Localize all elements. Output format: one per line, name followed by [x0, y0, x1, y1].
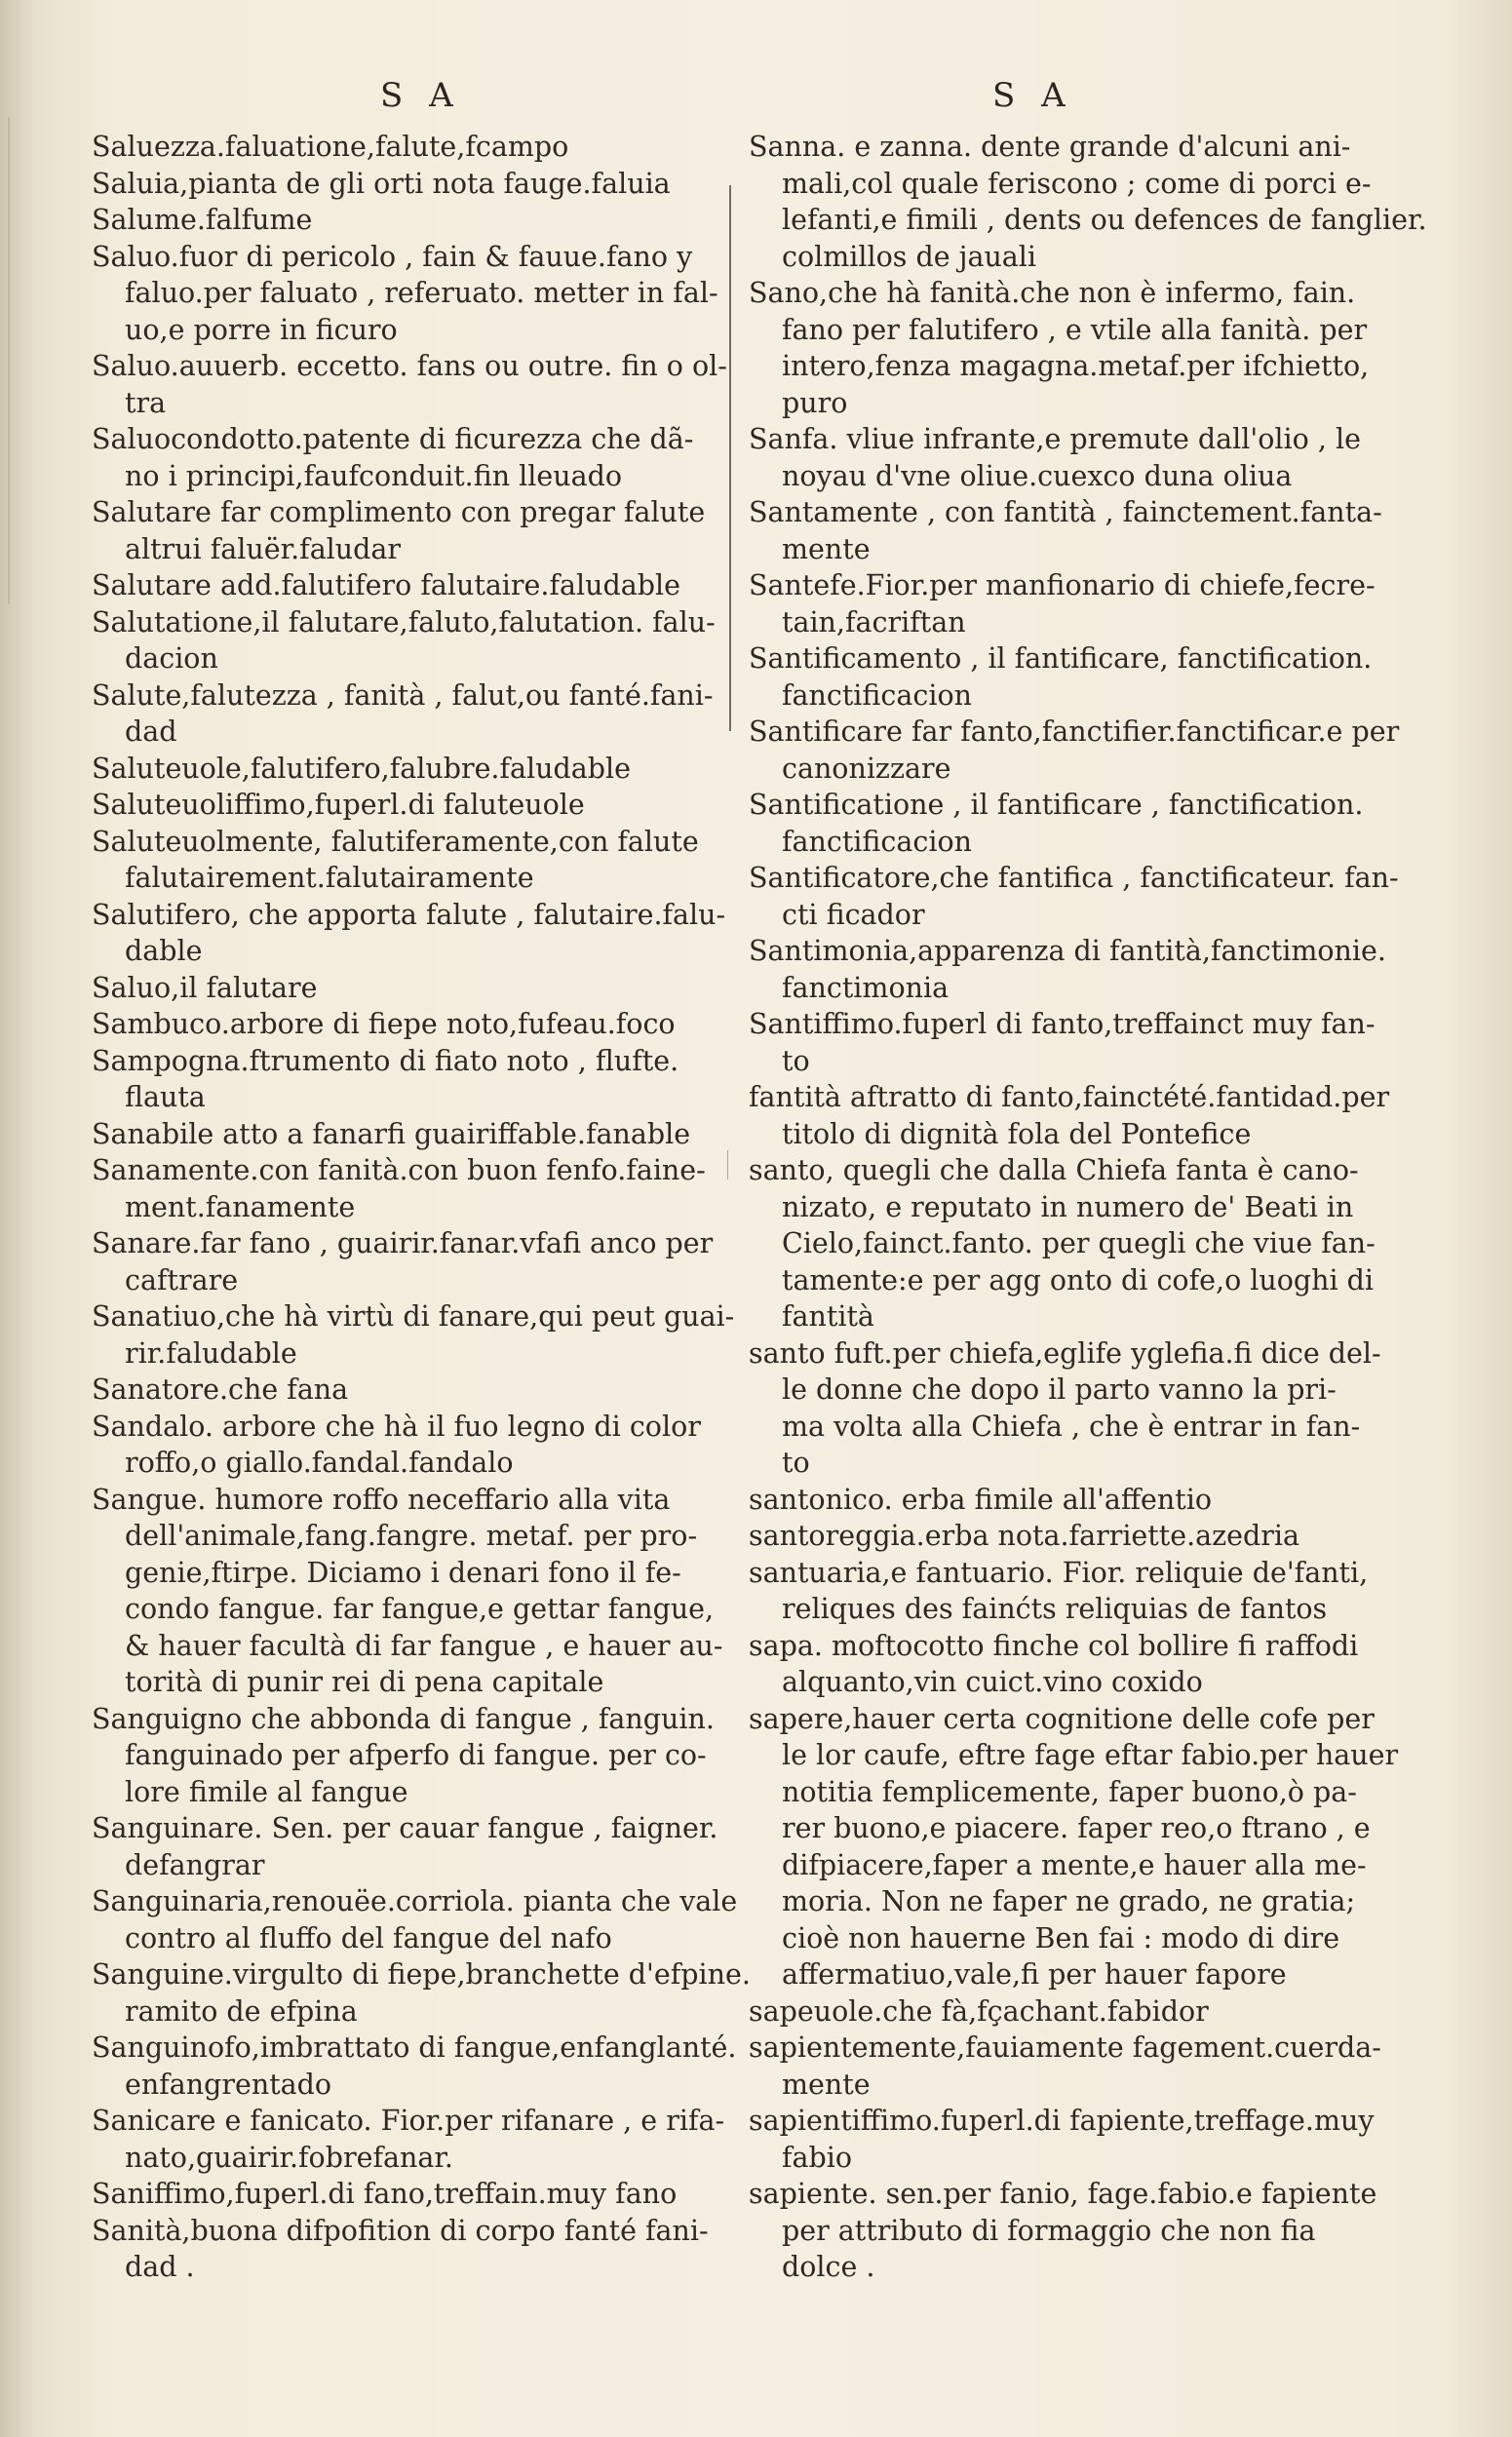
entry-line: moria. Non ne faper ne grado, ne gratia;	[782, 1885, 1356, 1917]
entry-line: dad	[125, 716, 177, 748]
entry-line: caftrare	[125, 1263, 239, 1296]
entry-line: fantità	[782, 1300, 874, 1333]
entry-line: dable	[125, 935, 203, 967]
entry-line: tain,facriftan	[782, 605, 966, 638]
entry-line: flauta	[125, 1081, 206, 1113]
entry-line: lefanti,e fimili , dents ou defences de fanglier.	[782, 204, 1427, 236]
entry-line: alquanto,vin cuict.vino coxido	[782, 1666, 1203, 1698]
entry-line: sapeuole.che fà,fçachant.fabidor	[749, 1994, 1209, 2028]
entry-line: Santamente , con fantità , fainctement.fanta-	[749, 496, 1382, 528]
entry-line: Salutifero, che apporta falute , falutaire.falu-	[92, 898, 726, 931]
entry-line: reliques des fainćts reliquias de fantos	[782, 1593, 1328, 1625]
entry-line: tra	[125, 386, 167, 419]
entry-line: Sanfa. vliue infrante,e premute dall'olio , le	[749, 423, 1361, 455]
entry-line: genie,ftirpe. Diciamo i denari fono il fe-	[125, 1556, 681, 1589]
entry-line: Sanna. e zanna. dente grande d'alcuni ani-	[749, 131, 1351, 163]
entry-line: to	[782, 1044, 810, 1077]
entry-line: fabio	[782, 2141, 853, 2174]
entry-line: fantità aftratto di fanto,fainctété.fantidad.per	[749, 1081, 1390, 1113]
entry-line: Saluocondotto.patente di ficurezza che dã-	[92, 423, 694, 455]
entry-line: ma volta alla Chiefa , che è entrar in fan-	[782, 1410, 1361, 1443]
entry-line: fanctimonia	[782, 971, 950, 1004]
entry-line: cti ficador	[782, 898, 925, 931]
entry-line: defangrar	[125, 1848, 265, 1881]
entry-line: Sanamente.con fanità.con buon fenfo.faine-	[92, 1154, 706, 1186]
entry-line: Saluezza.faluatione,falute,fcampo	[92, 131, 569, 163]
entry-line: Saniffimo,fuperl.di fano,treffain.muy fano	[92, 2178, 678, 2210]
entry-line: Sanguine.virgulto di fiepe,branchette d'efpine.	[92, 1958, 751, 1991]
entry-line: Sambuco.arbore di fiepe noto,fufeau.foco	[92, 1008, 676, 1040]
entry-line: santo fuft.per chiefa,eglife yglefia.fi dice del-	[749, 1336, 1381, 1370]
entry-line: no i principi,faufconduit.fin lleuado	[125, 459, 622, 492]
right-column	[749, 129, 1427, 2286]
entry-line: Sanare.far fano , guairir.fanar.vfafi anco per	[92, 1227, 714, 1259]
entry-line: Cielo,fainct.fanto. per quegli che viue fan-	[782, 1227, 1376, 1259]
entry-line: Sandalo. arbore che hà il fuo legno di color	[92, 1410, 701, 1443]
entry-line: fanguinado per afperfo di fangue. per co-	[125, 1739, 707, 1771]
entry-line: per attributo di formaggio che non fia	[782, 2214, 1316, 2247]
entry-line: noyau d'vne oliue.cuexco duna oliua	[782, 459, 1293, 492]
entry-line: Santificamento , il fantificare, fanctification.	[749, 642, 1373, 675]
entry-line: dolce .	[782, 2251, 875, 2283]
entry-line: rir.faludable	[125, 1336, 297, 1370]
entry-line: dell'animale,fang.fangre. metaf. per pro-	[125, 1520, 698, 1552]
entry-line: Saluteuoliffimo,fuperl.di faluteuole	[92, 789, 585, 821]
entry-line: Sanguinofo,imbrattato di fangue,enfanglanté.	[92, 2031, 737, 2064]
entry-line: nato,guairir.fobrefanar.	[125, 2141, 453, 2174]
entry-line: Saluteuolmente, falutiferamente,con falute	[92, 825, 699, 858]
entry-line: Sanguinaria,renouëe.corriola. pianta che vale	[92, 1885, 738, 1917]
entry-line: Sanguigno che abbonda di fangue , fanguin.	[92, 1702, 715, 1735]
entry-line: condo fangue. far fangue,e gettar fangue,	[125, 1593, 715, 1625]
entry-line: Santificare far fanto,fanctifier.fanctificar.e per	[749, 716, 1400, 748]
entry-line: enfangrentado	[125, 2068, 332, 2101]
entry-line: Sano,che hà fanità.che non è infermo, fain.	[749, 277, 1356, 309]
entry-line: Saluteuole,falutifero,falubre.faludable	[92, 752, 631, 785]
entry-line: santoreggia.erba nota.farriette.azedria	[749, 1520, 1299, 1552]
entry-line: sapientiffimo.fuperl.di fapiente,treffage.muy	[749, 2105, 1375, 2137]
entry-line: dad .	[125, 2251, 195, 2283]
entry-line: colmillos de jauali	[782, 240, 1037, 273]
entry-line: Salutare add.falutifero falutaire.faludable	[92, 569, 680, 601]
margin-binding-marks	[8, 117, 49, 604]
entry-line: titolo di dignità fola del Pontefice	[782, 1117, 1252, 1150]
entry-line: & hauer facultà di far fangue , e hauer au-	[125, 1629, 723, 1662]
entry-line: roffo,o giallo.fandal.fandalo	[125, 1447, 514, 1479]
entry-line: fanctificacion	[782, 825, 972, 858]
entry-line: sapiente. sen.per fanio, fage.fabio.e fapiente	[749, 2178, 1377, 2210]
entry-line: rer buono,e piacere. faper reo,o ftrano , e	[782, 1812, 1371, 1844]
entry-line: tamente:e per agg onto di cofe,o luoghi di	[782, 1263, 1375, 1296]
entry-line: Saluo.fuor di pericolo , fain & fauue.fano y	[92, 240, 693, 273]
entry-line: fanctificacion	[782, 678, 972, 712]
entry-line: Saluo,il falutare	[92, 971, 318, 1004]
entry-line: Sanabile atto a fanarfi guairiffable.fanable	[92, 1117, 691, 1150]
entry-line: faluo.per faluato , referuato. metter in fal-	[125, 277, 718, 309]
entry-line: sapere,hauer certa cognitione delle cofe per	[749, 1702, 1375, 1735]
entry-line: Santefe.Fior.per manfionario di chiefe,fecre-	[749, 569, 1376, 601]
entry-line: Sampogna.ftrumento di fiato noto , flufte.	[92, 1044, 679, 1077]
entry-line: ramito de efpina	[125, 1994, 358, 2028]
entry-line: mente	[782, 532, 871, 565]
entry-line: Saluo.auuerb. eccetto. fans ou outre. fin o ol-	[92, 350, 727, 382]
entry-line: Santiffimo.fuperl di fanto,treffainct muy fan-	[749, 1008, 1376, 1040]
entry-line: affermatiuo,vale,fi per hauer fapore	[782, 1958, 1287, 1991]
entry-line: altrui faluër.faludar	[125, 532, 402, 565]
entry-line: Sanatore.che fana	[92, 1373, 349, 1406]
entry-line: notitia femplicemente, faper buono,ò pa-	[782, 1775, 1357, 1808]
entry-line: cioè non hauerne Ben fai : modo di dire	[782, 1921, 1340, 1954]
entry-line: Salutare far complimento con pregar falute	[92, 496, 706, 528]
entry-line: Sanità,buona difpofition di corpo fanté fani-	[92, 2214, 709, 2247]
entry-line: Santificatore,che fantifica , fanctificateur. fan-	[749, 862, 1399, 894]
entry-line: santonico. erba fimile all'affentio	[749, 1483, 1213, 1516]
entry-line: santo, quegli che dalla Chiefa fanta è cano-	[749, 1154, 1359, 1186]
entry-line: le lor caufe, eftre fage eftar fabio.per hauer	[782, 1739, 1399, 1771]
entry-line: intero,fenza magagna.metaf.per ifchietto,	[782, 350, 1370, 382]
entry-line: Santimonia,apparenza di fantità,fanctimonie.	[749, 935, 1386, 967]
entry-line: le donne che dopo il parto vanno la pri-	[782, 1373, 1337, 1406]
entry-line: lore fimile al fangue	[125, 1775, 408, 1808]
entry-line: santuaria,e fantuario. Fior. reliquie de'fanti,	[749, 1556, 1369, 1589]
entry-line: sapientemente,fauiamente fagement.cuerda-	[749, 2031, 1381, 2064]
entry-line: Sanicare e fanicato. Fior.per rifanare , e rifa-	[92, 2105, 725, 2137]
entry-line: mali,col quale feriscono ; come di porci e-	[782, 167, 1372, 200]
left-column	[92, 129, 751, 2286]
left-column-header: S A	[380, 76, 461, 115]
entry-line: Sangue. humore roffo neceffario alla vita	[92, 1483, 671, 1516]
entry-line: falutairement.falutairamente	[125, 862, 534, 894]
column-divider	[729, 185, 731, 731]
entry-line: to	[782, 1447, 810, 1479]
column-divider-mark	[727, 1150, 728, 1180]
entry-line: uo,e porre in ficuro	[125, 313, 398, 346]
entry-line: sapa. moftocotto finche col bollire fi raffodi	[749, 1629, 1359, 1662]
entry-line: Sanguinare. Sen. per cauar fangue , faigner.	[92, 1812, 718, 1844]
entry-line: canonizzare	[782, 752, 951, 785]
entry-line: difpiacere,faper a mente,e hauer alla me-	[782, 1848, 1367, 1881]
entry-line: puro	[782, 386, 848, 419]
entry-line: Salute,falutezza , fanità , falut,ou fanté.fani-	[92, 678, 714, 712]
entry-line: mente	[782, 2068, 871, 2101]
entry-line: Salutatione,il falutare,faluto,falutation. falu-	[92, 605, 716, 638]
entry-line: Salume.falfume	[92, 204, 313, 236]
entry-line: torità di punir rei di pena capitale	[125, 1666, 604, 1698]
entry-line: dacion	[125, 642, 218, 675]
entry-line: Sanatiuo,che hà virtù di fanare,qui peut guai-	[92, 1300, 735, 1333]
right-column-header: S A	[992, 76, 1073, 115]
entry-line: ment.fanamente	[125, 1190, 356, 1223]
entry-line: contro al fluffo del fangue del nafo	[125, 1921, 612, 1954]
entry-line: Santificatione , il fantificare , fanctification.	[749, 789, 1364, 821]
entry-line: nizato, e reputato in numero de' Beati in	[782, 1190, 1354, 1223]
entry-line: Saluia,pianta de gli orti nota fauge.faluia	[92, 167, 671, 200]
entry-line: fano per falutifero , e vtile alla fanità. per	[782, 313, 1368, 346]
